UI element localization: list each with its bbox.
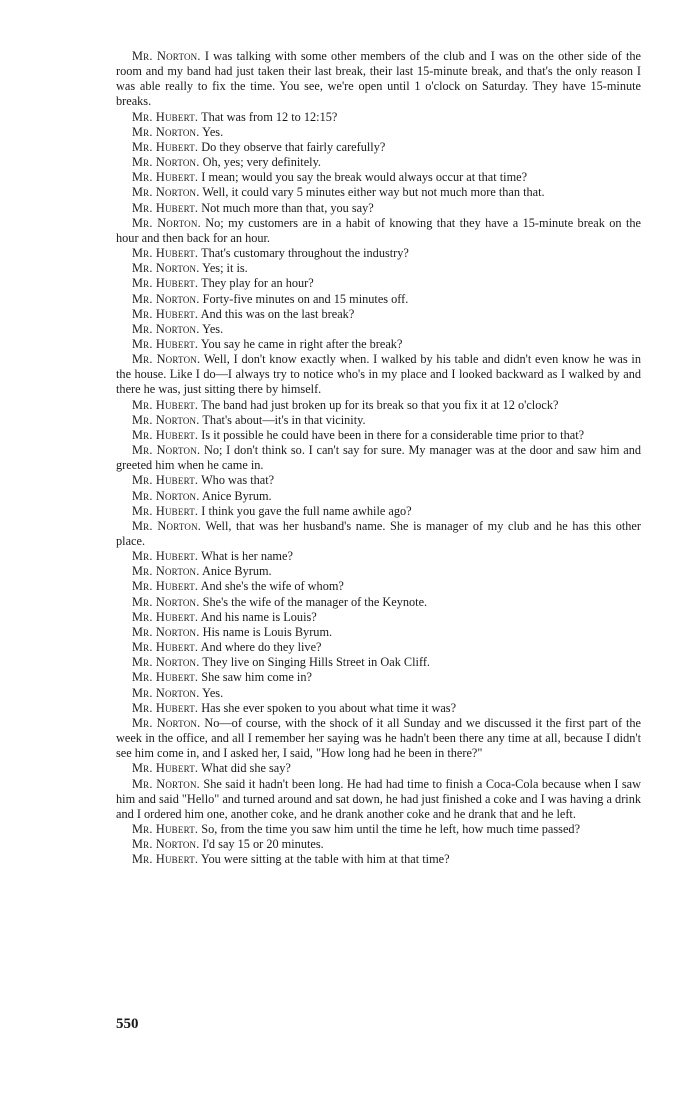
testimony-paragraph xyxy=(116,337,641,352)
statement-text: You say he came in right after the break? xyxy=(200,336,403,351)
speaker-name: Mr. Hubert. xyxy=(132,852,199,867)
speaker-name: Mr. Hubert. xyxy=(132,473,199,488)
speaker-name: Mr. Norton. xyxy=(132,443,201,458)
statement-text: His name is Louis Byrum. xyxy=(202,624,333,639)
testimony-paragraph xyxy=(116,352,641,397)
statement-text: Who was that? xyxy=(201,473,275,488)
testimony-paragraph xyxy=(116,413,641,428)
testimony-paragraph xyxy=(116,595,641,610)
statement-text: She saw him come in? xyxy=(201,670,312,685)
statement-text: What is her name? xyxy=(201,549,293,564)
speaker-name: Mr. Norton. xyxy=(132,321,200,336)
speaker-name: Mr. Norton. xyxy=(132,124,200,139)
speaker-name: Mr. Norton. xyxy=(132,488,200,503)
statement-text: No; I don't think so. I can't say for sure. My manager was at the door and saw him and greeted him when he came in. xyxy=(116,443,641,473)
statement-text: I was talking with some other members of the club and I was on the other side of the room and my band had just taken their last break, their last 15-minute break, and that's the only reason I was able really to fix the time. You see, we're open until 1 o'clock on Saturday. They have 15-minute breaks. xyxy=(116,49,641,109)
testimony-paragraph xyxy=(116,489,641,504)
statement-text: Forty-five minutes on and 15 minutes off. xyxy=(202,291,409,306)
statement-text: Not much more than that, you say? xyxy=(201,200,374,215)
testimony-paragraph xyxy=(116,655,641,670)
statement-text: Yes; it is. xyxy=(202,261,248,276)
statement-text: Do they observe that fairly carefully? xyxy=(201,139,386,154)
statement-text: Yes. xyxy=(202,124,224,139)
statement-text: She's the wife of the manager of the Keynote. xyxy=(202,594,428,609)
testimony-paragraph xyxy=(116,564,641,579)
testimony-paragraph xyxy=(116,822,641,837)
speaker-name: Mr. Norton. xyxy=(132,291,200,306)
speaker-name: Mr. Norton. xyxy=(132,624,200,639)
testimony-paragraph xyxy=(116,670,641,685)
statement-text: Well, it could vary 5 minutes either way but not much more than that. xyxy=(202,185,545,200)
testimony-paragraph xyxy=(116,549,641,564)
speaker-name: Mr. Hubert. xyxy=(132,503,199,518)
speaker-name: Mr. Hubert. xyxy=(132,640,199,655)
testimony-paragraph xyxy=(116,625,641,640)
statement-text: And this was on the last break? xyxy=(200,306,355,321)
speaker-name: Mr. Hubert. xyxy=(132,397,199,412)
testimony-paragraph xyxy=(116,322,641,337)
statement-text: Well, I don't know exactly when. I walked by his table and didn't even know he was in the house. Like I do—I always try to notice who's in my place and I looked backward as I walked by and there he was, just sitting there by himself. xyxy=(116,352,641,397)
speaker-name: Mr. Norton. xyxy=(132,215,201,230)
statement-text: They play for an hour? xyxy=(201,276,314,291)
testimony-paragraph xyxy=(116,276,641,291)
speaker-name: Mr. Hubert. xyxy=(132,200,199,215)
statement-text: So, from the time you saw him until the time he left, how much time passed? xyxy=(201,821,581,836)
statement-text: No—of course, with the shock of it all Sunday and we discussed it the first part of the week in the office, and all I remember her saying was he hadn't been there any time at all, because I didn't see him come in, and I asked her, I said, "How long had he been in there?" xyxy=(116,715,642,761)
testimony-paragraph xyxy=(116,473,641,488)
testimony-paragraph xyxy=(116,443,641,473)
statement-text: I'd say 15 or 20 minutes. xyxy=(202,837,324,852)
testimony-paragraph xyxy=(116,519,641,549)
testimony-paragraph xyxy=(116,140,641,155)
testimony-paragraph xyxy=(116,852,641,867)
speaker-name: Mr. Norton. xyxy=(132,564,200,579)
speaker-name: Mr. Hubert. xyxy=(132,109,199,124)
testimony-paragraph xyxy=(116,110,641,125)
testimony-paragraph xyxy=(116,155,641,170)
testimony-paragraph xyxy=(116,246,641,261)
speaker-name: Mr. Hubert. xyxy=(132,549,199,564)
statement-text: Anice Byrum. xyxy=(201,488,272,503)
speaker-name: Mr. Norton. xyxy=(132,518,202,533)
statement-text: That was from 12 to 12:15? xyxy=(201,109,338,124)
testimony-paragraph xyxy=(116,292,641,307)
speaker-name: Mr. Norton. xyxy=(132,655,200,670)
statement-text: I think you gave the full name awhile ago? xyxy=(201,503,412,518)
testimony-paragraph xyxy=(116,640,641,655)
speaker-name: Mr. Hubert. xyxy=(132,579,199,594)
statement-text: No; my customers are in a habit of knowing that they have a 15-minute break on the hour and then back for an hour. xyxy=(116,215,641,245)
speaker-name: Mr. Norton. xyxy=(132,185,200,200)
statement-text: The band had just broken up for its break so that you fix it at 12 o'clock? xyxy=(201,397,559,412)
page-number: 550 xyxy=(116,1016,139,1032)
speaker-name: Mr. Hubert. xyxy=(132,670,199,685)
speaker-name: Mr. Hubert. xyxy=(132,170,199,185)
statement-text: Anice Byrum. xyxy=(201,564,272,579)
transcript-body xyxy=(116,49,641,867)
speaker-name: Mr. Hubert. xyxy=(132,609,199,624)
testimony-paragraph xyxy=(116,761,641,776)
testimony-paragraph xyxy=(116,701,641,716)
statement-text: Yes. xyxy=(202,321,224,336)
speaker-name: Mr. Norton. xyxy=(132,715,201,730)
speaker-name: Mr. Norton. xyxy=(132,352,201,367)
statement-text: Oh, yes; very definitely. xyxy=(202,155,322,170)
statement-text: I mean; would you say the break would always occur at that time? xyxy=(201,170,528,185)
testimony-paragraph xyxy=(116,837,641,852)
speaker-name: Mr. Norton. xyxy=(132,412,200,427)
testimony-paragraph xyxy=(116,398,641,413)
speaker-name: Mr. Hubert. xyxy=(132,427,199,442)
testimony-paragraph xyxy=(116,307,641,322)
testimony-paragraph xyxy=(116,610,641,625)
statement-text: What did she say? xyxy=(201,761,291,776)
testimony-paragraph xyxy=(116,686,641,701)
speaker-name: Mr. Norton. xyxy=(132,837,200,852)
testimony-paragraph xyxy=(116,201,641,216)
testimony-paragraph xyxy=(116,49,641,110)
statement-text: That's customary throughout the industry? xyxy=(201,246,409,261)
speaker-name: Mr. Norton. xyxy=(132,776,200,791)
speaker-name: Mr. Hubert. xyxy=(132,139,199,154)
statement-text: And she's the wife of whom? xyxy=(200,579,344,594)
statement-text: And his name is Louis? xyxy=(200,609,317,624)
speaker-name: Mr. Hubert. xyxy=(132,700,199,715)
statement-text: They live on Singing Hills Street in Oak Cliff. xyxy=(202,655,430,670)
testimony-paragraph xyxy=(116,185,641,200)
statement-text: You were sitting at the table with him at that time? xyxy=(200,852,450,867)
speaker-name: Mr. Hubert. xyxy=(132,306,199,321)
speaker-name: Mr. Hubert. xyxy=(132,821,199,836)
statement-text: She said it hadn't been long. He had had time to finish a Coca-Cola because when I saw him and said "Hello" and turned around and sat down, he had just finished a coke and I was having a drink and I ordered him one, another coke, and he drank another coke and he drank that and he left. xyxy=(116,776,642,821)
testimony-paragraph xyxy=(116,716,641,761)
speaker-name: Mr. Norton. xyxy=(132,155,200,170)
statement-text: Has she ever spoken to you about what time it was? xyxy=(201,700,457,715)
statement-text: That's about—it's in that vicinity. xyxy=(202,412,366,427)
speaker-name: Mr. Hubert. xyxy=(132,336,199,351)
testimony-paragraph xyxy=(116,579,641,594)
statement-text: Is it possible he could have been in there for a considerable time prior to that? xyxy=(201,427,585,442)
testimony-paragraph xyxy=(116,125,641,140)
testimony-paragraph xyxy=(116,777,641,822)
statement-text: And where do they live? xyxy=(200,640,322,655)
testimony-paragraph xyxy=(116,170,641,185)
speaker-name: Mr. Norton. xyxy=(132,49,201,63)
statement-text: Yes. xyxy=(202,685,224,700)
speaker-name: Mr. Hubert. xyxy=(132,246,199,261)
speaker-name: Mr. Hubert. xyxy=(132,761,199,776)
testimony-paragraph xyxy=(116,261,641,276)
testimony-paragraph xyxy=(116,216,641,246)
speaker-name: Mr. Norton. xyxy=(132,594,200,609)
speaker-name: Mr. Norton. xyxy=(132,261,200,276)
testimony-paragraph xyxy=(116,504,641,519)
speaker-name: Mr. Norton. xyxy=(132,685,200,700)
testimony-paragraph xyxy=(116,428,641,443)
speaker-name: Mr. Hubert. xyxy=(132,276,199,291)
statement-text: Well, that was her husband's name. She is manager of my club and he has this other place. xyxy=(116,518,641,548)
